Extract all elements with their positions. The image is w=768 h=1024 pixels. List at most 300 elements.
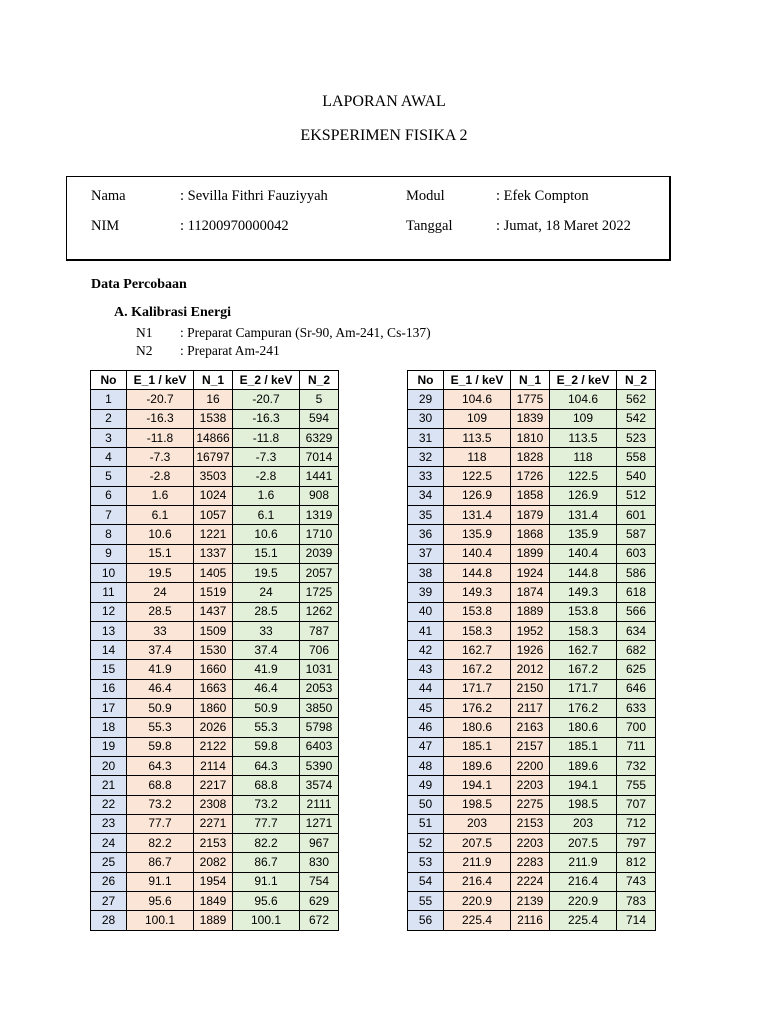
cell-e2: 149.3 (550, 583, 617, 602)
table-row (91, 756, 339, 775)
modul-label: Modul (406, 188, 445, 204)
cell-n1: 16 (194, 390, 233, 409)
cell-e1: 189.6 (444, 756, 511, 775)
cell-n1: 2163 (511, 718, 550, 737)
cell-e2: 24 (233, 583, 300, 602)
cell-n2: 603 (617, 544, 656, 563)
cell-no: 12 (91, 602, 127, 621)
cell-no: 23 (91, 814, 127, 833)
cell-e2: 91.1 (233, 872, 300, 891)
cell-no: 53 (408, 853, 444, 872)
cell-e1: 46.4 (127, 679, 194, 698)
cell-n2: 5390 (300, 756, 339, 775)
cell-n2: 712 (617, 814, 656, 833)
cell-e1: 1.6 (127, 486, 194, 505)
cell-e1: 118 (444, 448, 511, 467)
cell-no: 48 (408, 756, 444, 775)
cell-no: 51 (408, 814, 444, 833)
cell-e2: -7.3 (233, 448, 300, 467)
table-row (408, 544, 656, 563)
cell-n2: 787 (300, 621, 339, 640)
cell-e1: 19.5 (127, 563, 194, 582)
cell-n2: 5 (300, 390, 339, 409)
table-row (408, 699, 656, 718)
cell-n2: 714 (617, 911, 656, 930)
cell-e1: 24 (127, 583, 194, 602)
cell-e2: 28.5 (233, 602, 300, 621)
cell-no: 44 (408, 679, 444, 698)
calibration-table-left (90, 370, 339, 931)
nim-label: NIM (91, 218, 120, 234)
table-row (408, 621, 656, 640)
cell-n2: 594 (300, 409, 339, 428)
nama-label: Nama (91, 188, 126, 204)
cell-e2: 15.1 (233, 544, 300, 563)
table-row (91, 679, 339, 698)
table-header-row (408, 371, 656, 390)
cell-n1: 1519 (194, 583, 233, 602)
cell-e2: 180.6 (550, 718, 617, 737)
cell-e2: 211.9 (550, 853, 617, 872)
cell-e2: 122.5 (550, 467, 617, 486)
cell-n2: 512 (617, 486, 656, 505)
cell-n2: 2111 (300, 795, 339, 814)
header-e1: E_1 / keV (127, 371, 194, 390)
cell-no: 31 (408, 428, 444, 447)
cell-n1: 2150 (511, 679, 550, 698)
cell-e1: 10.6 (127, 525, 194, 544)
cell-n2: 540 (617, 467, 656, 486)
calibration-table-right (407, 370, 656, 931)
cell-e2: 64.3 (233, 756, 300, 775)
cell-n2: 783 (617, 892, 656, 911)
table-row (408, 814, 656, 833)
cell-e1: 109 (444, 409, 511, 428)
cell-n1: 1954 (194, 872, 233, 891)
header-n1: N_1 (511, 371, 550, 390)
cell-no: 21 (91, 776, 127, 795)
cell-n2: 1031 (300, 660, 339, 679)
cell-e1: 203 (444, 814, 511, 833)
cell-n1: 1775 (511, 390, 550, 409)
cell-n2: 908 (300, 486, 339, 505)
cell-no: 5 (91, 467, 127, 486)
cell-no: 37 (408, 544, 444, 563)
cell-no: 16 (91, 679, 127, 698)
table-row (91, 409, 339, 428)
cell-n2: 601 (617, 506, 656, 525)
cell-no: 17 (91, 699, 127, 718)
cell-no: 46 (408, 718, 444, 737)
cell-n1: 2283 (511, 853, 550, 872)
cell-n2: 3850 (300, 699, 339, 718)
cell-e2: 118 (550, 448, 617, 467)
subsection-title: A. Kalibrasi Energi (114, 305, 232, 320)
cell-n1: 2139 (511, 892, 550, 911)
cell-no: 41 (408, 621, 444, 640)
cell-e2: 1.6 (233, 486, 300, 505)
cell-n1: 1858 (511, 486, 550, 505)
table-row (408, 660, 656, 679)
cell-e2: 6.1 (233, 506, 300, 525)
report-subtitle: EKSPERIMEN FISIKA 2 (300, 127, 468, 144)
table-row (91, 563, 339, 582)
table-row (408, 834, 656, 853)
table-row (408, 467, 656, 486)
cell-n1: 2117 (511, 699, 550, 718)
cell-no: 30 (408, 409, 444, 428)
table-row (91, 911, 339, 930)
cell-n2: 755 (617, 776, 656, 795)
table-row (91, 448, 339, 467)
table-row (408, 409, 656, 428)
cell-n1: 2026 (194, 718, 233, 737)
cell-n1: 2157 (511, 737, 550, 756)
cell-n1: 2224 (511, 872, 550, 891)
cell-n1: 2200 (511, 756, 550, 775)
cell-e1: 122.5 (444, 467, 511, 486)
cell-n1: 1860 (194, 699, 233, 718)
cell-e2: 171.7 (550, 679, 617, 698)
cell-n2: 2053 (300, 679, 339, 698)
cell-no: 15 (91, 660, 127, 679)
cell-no: 22 (91, 795, 127, 814)
cell-n1: 1839 (511, 409, 550, 428)
cell-n1: 1405 (194, 563, 233, 582)
header-e2: E_2 / keV (233, 371, 300, 390)
cell-n2: 711 (617, 737, 656, 756)
cell-n1: 2082 (194, 853, 233, 872)
cell-no: 34 (408, 486, 444, 505)
cell-n1: 1057 (194, 506, 233, 525)
cell-no: 56 (408, 911, 444, 930)
cell-no: 6 (91, 486, 127, 505)
n2-description: : Preparat Am-241 (180, 343, 280, 358)
cell-n2: 672 (300, 911, 339, 930)
table-row (408, 448, 656, 467)
cell-e1: 82.2 (127, 834, 194, 853)
cell-n1: 2217 (194, 776, 233, 795)
cell-n2: 1710 (300, 525, 339, 544)
cell-e1: 216.4 (444, 872, 511, 891)
cell-e1: 6.1 (127, 506, 194, 525)
cell-no: 43 (408, 660, 444, 679)
cell-e2: 207.5 (550, 834, 617, 853)
cell-e2: 189.6 (550, 756, 617, 775)
cell-e1: 211.9 (444, 853, 511, 872)
cell-no: 54 (408, 872, 444, 891)
cell-no: 29 (408, 390, 444, 409)
cell-e1: 140.4 (444, 544, 511, 563)
table-row (91, 621, 339, 640)
cell-no: 20 (91, 756, 127, 775)
table-row (408, 428, 656, 447)
cell-e1: 180.6 (444, 718, 511, 737)
cell-e1: 185.1 (444, 737, 511, 756)
table-row (408, 718, 656, 737)
cell-e2: 126.9 (550, 486, 617, 505)
cell-no: 25 (91, 853, 127, 872)
cell-e1: 37.4 (127, 641, 194, 660)
cell-n1: 1221 (194, 525, 233, 544)
cell-e2: 10.6 (233, 525, 300, 544)
table-row (91, 641, 339, 660)
cell-n2: 967 (300, 834, 339, 853)
table-row (91, 834, 339, 853)
cell-e2: 55.3 (233, 718, 300, 737)
cell-no: 38 (408, 563, 444, 582)
nama-value: : Sevilla Fithri Fauziyyah (180, 188, 328, 204)
cell-n1: 2153 (511, 814, 550, 833)
table-row (91, 776, 339, 795)
cell-n2: 558 (617, 448, 656, 467)
cell-e1: 95.6 (127, 892, 194, 911)
table-row (91, 814, 339, 833)
cell-no: 33 (408, 467, 444, 486)
cell-n2: 625 (617, 660, 656, 679)
table-row (408, 583, 656, 602)
cell-n1: 1538 (194, 409, 233, 428)
cell-e1: 131.4 (444, 506, 511, 525)
table-row (408, 525, 656, 544)
cell-n2: 566 (617, 602, 656, 621)
cell-no: 35 (408, 506, 444, 525)
cell-n1: 1874 (511, 583, 550, 602)
cell-e2: 104.6 (550, 390, 617, 409)
table-row (408, 795, 656, 814)
cell-n1: 1849 (194, 892, 233, 911)
tanggal-value: : Jumat, 18 Maret 2022 (496, 218, 631, 234)
cell-e2: -2.8 (233, 467, 300, 486)
cell-n2: 743 (617, 872, 656, 891)
section-title: Data Percobaan (91, 277, 187, 292)
cell-e1: 77.7 (127, 814, 194, 833)
cell-n2: 754 (300, 872, 339, 891)
table-row (408, 602, 656, 621)
cell-n1: 1726 (511, 467, 550, 486)
table-row (91, 737, 339, 756)
cell-n1: 2012 (511, 660, 550, 679)
cell-e1: -16.3 (127, 409, 194, 428)
cell-no: 7 (91, 506, 127, 525)
cell-no: 3 (91, 428, 127, 447)
cell-e2: 59.8 (233, 737, 300, 756)
cell-no: 47 (408, 737, 444, 756)
header-no: No (91, 371, 127, 390)
cell-n2: 830 (300, 853, 339, 872)
cell-no: 8 (91, 525, 127, 544)
cell-e2: 100.1 (233, 911, 300, 930)
cell-e2: 46.4 (233, 679, 300, 698)
cell-e2: -11.8 (233, 428, 300, 447)
cell-n1: 2203 (511, 776, 550, 795)
cell-e2: 198.5 (550, 795, 617, 814)
cell-e2: 220.9 (550, 892, 617, 911)
cell-e2: 216.4 (550, 872, 617, 891)
cell-e2: 95.6 (233, 892, 300, 911)
cell-e2: 131.4 (550, 506, 617, 525)
cell-e2: 19.5 (233, 563, 300, 582)
cell-e2: 33 (233, 621, 300, 640)
cell-n1: 1889 (194, 911, 233, 930)
cell-n2: 2057 (300, 563, 339, 582)
table-row (408, 737, 656, 756)
cell-n2: 618 (617, 583, 656, 602)
cell-n1: 2308 (194, 795, 233, 814)
cell-e2: 86.7 (233, 853, 300, 872)
cell-n1: 1828 (511, 448, 550, 467)
cell-n2: 542 (617, 409, 656, 428)
cell-e2: 153.8 (550, 602, 617, 621)
cell-n2: 562 (617, 390, 656, 409)
cell-n2: 633 (617, 699, 656, 718)
cell-n2: 682 (617, 641, 656, 660)
table-row (91, 544, 339, 563)
cell-no: 2 (91, 409, 127, 428)
cell-n2: 700 (617, 718, 656, 737)
cell-no: 39 (408, 583, 444, 602)
table-row (91, 872, 339, 891)
cell-n1: 2122 (194, 737, 233, 756)
cell-n2: 812 (617, 853, 656, 872)
table-row (91, 602, 339, 621)
cell-e1: 207.5 (444, 834, 511, 853)
cell-no: 14 (91, 641, 127, 660)
table-row (408, 563, 656, 582)
cell-no: 50 (408, 795, 444, 814)
cell-e1: 171.7 (444, 679, 511, 698)
table-row (91, 428, 339, 447)
cell-n1: 16797 (194, 448, 233, 467)
cell-e1: 158.3 (444, 621, 511, 640)
cell-n1: 2116 (511, 911, 550, 930)
cell-e1: 162.7 (444, 641, 511, 660)
header-e2: E_2 / keV (550, 371, 617, 390)
header-n2: N_2 (617, 371, 656, 390)
table-row (408, 506, 656, 525)
cell-e1: 15.1 (127, 544, 194, 563)
cell-no: 11 (91, 583, 127, 602)
header-n2: N_2 (300, 371, 339, 390)
table-header-row (91, 371, 339, 390)
cell-e2: -20.7 (233, 390, 300, 409)
cell-e2: 194.1 (550, 776, 617, 795)
cell-no: 52 (408, 834, 444, 853)
table-row (91, 525, 339, 544)
cell-n2: 3574 (300, 776, 339, 795)
cell-n1: 1509 (194, 621, 233, 640)
cell-e2: 82.2 (233, 834, 300, 853)
cell-e1: -7.3 (127, 448, 194, 467)
table-row (91, 486, 339, 505)
cell-n1: 2203 (511, 834, 550, 853)
cell-n2: 1319 (300, 506, 339, 525)
cell-n1: 1952 (511, 621, 550, 640)
cell-n2: 1725 (300, 583, 339, 602)
cell-e1: 194.1 (444, 776, 511, 795)
cell-n2: 646 (617, 679, 656, 698)
cell-n2: 6329 (300, 428, 339, 447)
cell-e2: -16.3 (233, 409, 300, 428)
nim-value: : 11200970000042 (180, 218, 289, 234)
cell-e1: 149.3 (444, 583, 511, 602)
cell-n2: 7014 (300, 448, 339, 467)
cell-no: 18 (91, 718, 127, 737)
cell-n2: 2039 (300, 544, 339, 563)
cell-e1: -2.8 (127, 467, 194, 486)
cell-no: 32 (408, 448, 444, 467)
report-title: LAPORAN AWAL (322, 93, 446, 110)
cell-e1: -11.8 (127, 428, 194, 447)
cell-e1: 176.2 (444, 699, 511, 718)
table-row (408, 486, 656, 505)
table-row (91, 795, 339, 814)
header-no: No (408, 371, 444, 390)
cell-no: 42 (408, 641, 444, 660)
cell-e2: 158.3 (550, 621, 617, 640)
table-row (91, 699, 339, 718)
cell-n1: 1663 (194, 679, 233, 698)
cell-no: 40 (408, 602, 444, 621)
cell-n2: 732 (617, 756, 656, 775)
cell-e2: 162.7 (550, 641, 617, 660)
cell-n1: 2114 (194, 756, 233, 775)
cell-e2: 176.2 (550, 699, 617, 718)
table-row (91, 660, 339, 679)
cell-e2: 185.1 (550, 737, 617, 756)
cell-e2: 68.8 (233, 776, 300, 795)
cell-e1: 73.2 (127, 795, 194, 814)
cell-no: 45 (408, 699, 444, 718)
cell-n1: 1337 (194, 544, 233, 563)
table-row (408, 872, 656, 891)
cell-n1: 1660 (194, 660, 233, 679)
cell-e1: 144.8 (444, 563, 511, 582)
cell-n1: 1889 (511, 602, 550, 621)
table-row (91, 467, 339, 486)
cell-n1: 1024 (194, 486, 233, 505)
cell-e1: 55.3 (127, 718, 194, 737)
cell-no: 1 (91, 390, 127, 409)
cell-no: 55 (408, 892, 444, 911)
cell-n1: 1924 (511, 563, 550, 582)
cell-e2: 113.5 (550, 428, 617, 447)
cell-no: 10 (91, 563, 127, 582)
cell-e1: 135.9 (444, 525, 511, 544)
table-row (91, 718, 339, 737)
cell-e2: 41.9 (233, 660, 300, 679)
cell-n2: 634 (617, 621, 656, 640)
table-row (408, 892, 656, 911)
cell-n1: 2153 (194, 834, 233, 853)
cell-e1: 86.7 (127, 853, 194, 872)
cell-no: 27 (91, 892, 127, 911)
cell-e2: 135.9 (550, 525, 617, 544)
cell-no: 49 (408, 776, 444, 795)
cell-e1: 198.5 (444, 795, 511, 814)
modul-value: : Efek Compton (496, 188, 589, 204)
cell-e2: 225.4 (550, 911, 617, 930)
cell-e1: 225.4 (444, 911, 511, 930)
cell-n2: 1262 (300, 602, 339, 621)
cell-e2: 140.4 (550, 544, 617, 563)
cell-n1: 1437 (194, 602, 233, 621)
cell-n2: 587 (617, 525, 656, 544)
table-row (408, 390, 656, 409)
table-row (91, 853, 339, 872)
n1-label: N1 (136, 325, 153, 340)
table-row (408, 776, 656, 795)
